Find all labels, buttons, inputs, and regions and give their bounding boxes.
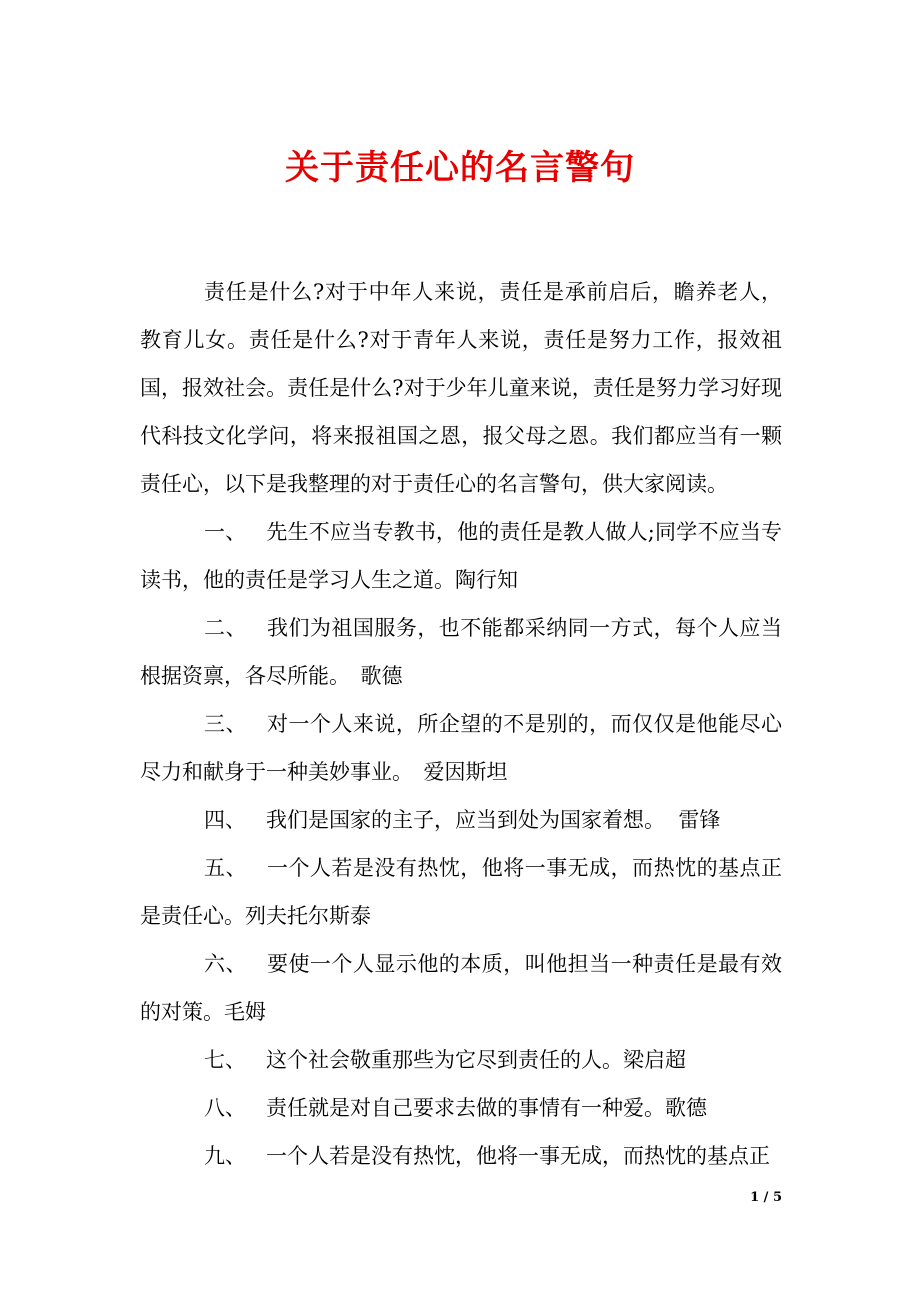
quote-number: 九、 [204,1144,246,1168]
quote-item [140,940,782,1036]
page-number: 1 / 5 [750,1190,782,1205]
quote-number: 四、 [204,808,246,832]
quote-number: 三、 [204,712,247,736]
quote-author: 陶行知 [455,568,518,592]
document-body [140,268,782,1180]
quote-item [140,844,782,940]
quote-number: 七、 [204,1048,246,1072]
quote-author: 列夫托尔斯泰 [245,904,371,928]
quote-text: 责任就是对自己要求去做的事情有一种爱。 [266,1096,665,1120]
quote-text: 一个人若是没有热忱，他将一事无成，而热忱的基点正 [266,1144,770,1168]
quote-text: 我们是国家的主子，应当到处为国家着想。 [266,808,665,832]
quote-author: 雷锋 [678,808,721,832]
quote-item [140,604,782,700]
quote-item [140,700,782,796]
quote-number: 一、 [204,520,247,544]
quote-number: 六、 [204,952,247,976]
page-title: 关于责任心的名言警句 [285,148,635,188]
quote-author: 毛姆 [224,1000,266,1024]
quote-text: 先生不应当专教书，他的责任是教人做人;同学不应当专读书，他的责任是学习人生之道。 [140,520,783,592]
quote-number: 八、 [204,1096,246,1120]
quote-number: 五、 [204,856,247,880]
quote-text: 对一个人来说，所企望的不是别的，而仅仅是他能尽心尽力和献身于一种美妙事业。 [140,712,783,784]
quote-text: 我们为祖国服务，也不能都采纳同一方式，每个人应当根据资禀，各尽所能。 [140,616,783,688]
quote-author: 梁启超 [623,1048,686,1072]
quote-item [140,1084,782,1132]
quote-author: 歌德 [339,664,403,688]
quote-text: 要使一个人显示他的本质，叫他担当一种责任是最有效的对策。 [140,952,783,1024]
quote-item [140,796,782,844]
quote-number: 二、 [204,616,247,640]
quote-text: 一个人若是没有热忱，他将一事无成，而热忱的基点正是责任心。 [140,856,783,928]
quote-text: 这个社会敬重那些为它尽到责任的人。 [266,1048,623,1072]
quote-author: 爱因斯坦 [402,760,508,784]
quote-author: 歌德 [665,1096,707,1120]
intro-paragraph: 责任是什么?对于中年人来说，责任是承前启后，瞻养老人，教育儿女。责任是什么?对于青年人来说，责任是努力工作，报效祖国，报效社会。责任是什么?对于少年儿童来说，责任是努力学习好现代科技文化学问，将来报祖国之恩，报父母之恩。我们都应当有一颗责任心，以下是我整理的对于责任心的名言警句，供大家阅读。 [140,280,782,496]
quote-item [140,1036,782,1084]
quote-item [140,508,782,604]
quote-item [140,1132,782,1180]
